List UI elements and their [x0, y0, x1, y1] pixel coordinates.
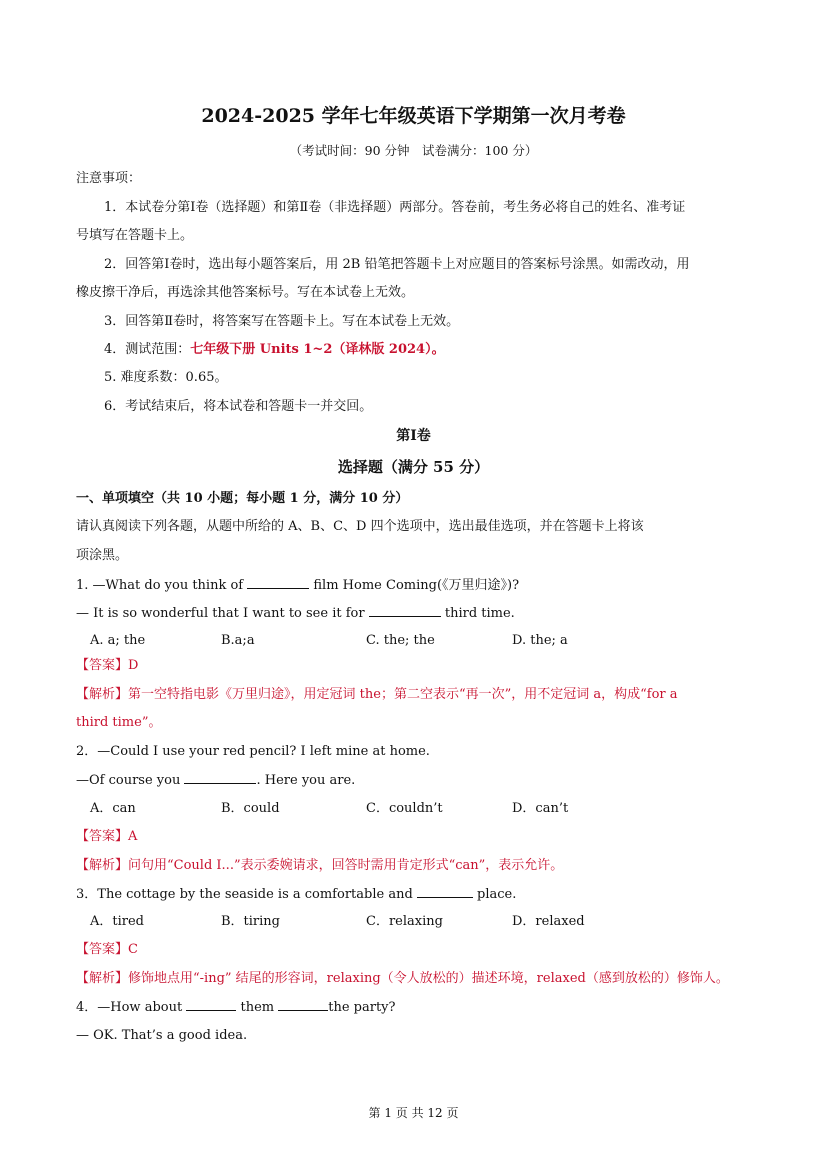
q1-answer-value: D — [128, 658, 139, 673]
q4-blank-2 — [278, 998, 328, 1011]
notice-item-4 — [104, 341, 445, 359]
q2-option-c: C．couldn’t — [366, 801, 443, 816]
section-heading: 选择题（满分 55 分） — [337, 458, 490, 476]
q1-text-b: film Home Coming(《万里归途》)? — [313, 578, 520, 593]
q1-text-d: third time. — [444, 606, 515, 621]
part1-heading: 一、单项填空（共 10 小题；每小题 1 分，满分 10 分） — [76, 491, 409, 506]
page-footer: 第 1 页 共 12 页 — [368, 1106, 459, 1120]
part1-instructions-cont: 项涂黑。 — [76, 548, 129, 563]
q2-analysis — [76, 857, 563, 875]
q4-text-b: them — [240, 1000, 275, 1015]
volume-heading: 第Ⅰ卷 — [396, 428, 431, 444]
q2-answer — [76, 828, 137, 846]
q1-text-c: — It is so wonderful that I want to see it for — [76, 606, 365, 621]
q1-analysis — [76, 686, 678, 704]
q3-text-a: 3．The cottage by the seaside is a comfortable and — [76, 887, 413, 902]
q4-text-a: 4．—How about — [76, 1000, 183, 1015]
answer-label: 【答案】 — [76, 658, 129, 673]
q2-analysis-text: 问句用“Could I...”表示委婉请求，回答时需用肯定形式“can”，表示允许。 — [128, 858, 564, 873]
q1-analysis-text: 第一空特指电影《万里归途》，用定冠词 the；第二空表示“再一次”，用不定冠词 a，构成“for a — [128, 687, 678, 702]
q1-option-b: B.a;a — [221, 633, 255, 648]
q4-text-c: the party? — [328, 1000, 396, 1015]
q2-option-a: A．can — [90, 801, 136, 816]
q1-line-2 — [76, 604, 515, 623]
q3-line-1 — [76, 885, 516, 904]
q3-option-d: D．relaxed — [512, 914, 585, 929]
q3-text-b: place. — [477, 887, 517, 902]
q2-text-a: —Of course you — [76, 773, 181, 788]
analysis-label: 【解析】 — [76, 858, 129, 873]
q2-option-d: D．can’t — [512, 801, 569, 816]
answer-label: 【答案】 — [76, 829, 129, 844]
q4-line-2: — OK. That’s a good idea. — [76, 1028, 248, 1043]
notice-item-4-label: 4．测试范围： — [104, 342, 191, 357]
notice-item-3: 3．回答第Ⅱ卷时，将答案写在答题卡上。写在本试卷上无效。 — [104, 314, 460, 329]
exam-info: （考试时间：90 分钟 试卷满分：100 分） — [289, 143, 538, 158]
analysis-label: 【解析】 — [76, 971, 129, 986]
q2-blank — [184, 771, 256, 784]
page-title: 2024-2025 学年七年级英语下学期第一次月考卷 — [201, 105, 626, 127]
q2-answer-value: A — [128, 829, 138, 844]
q3-option-c: C．relaxing — [366, 914, 443, 929]
q3-analysis-text: 修饰地点用“-ing” 结尾的形容词，relaxing（令人放松的）描述环境，relaxed（感到放松的）修饰人。 — [128, 971, 729, 986]
q1-option-d: D. the; a — [512, 633, 568, 648]
q2-text-b: . Here you are. — [256, 773, 356, 788]
q1-blank-1 — [247, 576, 309, 589]
q1-analysis-cont: third time”。 — [76, 715, 162, 730]
q3-option-a: A．tired — [90, 914, 144, 929]
analysis-label: 【解析】 — [76, 687, 129, 702]
notice-heading: 注意事项： — [76, 171, 142, 186]
notice-item-1: 1．本试卷分第Ⅰ卷（选择题）和第Ⅱ卷（非选择题）两部分。答卷前，考生务必将自己的姓名、准考证 — [104, 200, 686, 215]
q1-option-a: A. a; the — [90, 633, 146, 648]
q1-answer — [76, 657, 138, 675]
notice-item-1-cont: 号填写在答题卡上。 — [76, 228, 194, 243]
q4-blank-1 — [186, 998, 236, 1011]
q1-option-c: C. the; the — [366, 633, 435, 648]
q1-text-a: 1. —What do you think of — [76, 578, 244, 593]
notice-item-5: 5. 难度系数：0.65。 — [104, 370, 228, 385]
q3-option-b: B．tiring — [221, 914, 281, 929]
part1-instructions: 请认真阅读下列各题，从题中所给的 A、B、C、D 四个选项中，选出最佳选项，并在答题卡上将该 — [76, 519, 644, 534]
notice-item-6: 6．考试结束后，将本试卷和答题卡一并交回。 — [104, 399, 373, 414]
test-range: 七年级下册 Units 1~2（译林版 2024）。 — [190, 342, 445, 357]
notice-item-2-cont: 橡皮擦干净后，再选涂其他答案标号。写在本试卷上无效。 — [76, 285, 415, 300]
q1-blank-2 — [369, 604, 441, 617]
q4-line-1 — [76, 998, 396, 1017]
notice-item-2: 2．回答第Ⅰ卷时，选出每小题答案后，用 2B 铅笔把答题卡上对应题目的答案标号涂黑。如需改动，用 — [104, 257, 690, 272]
q1-line-1 — [76, 576, 519, 595]
answer-label: 【答案】 — [76, 942, 129, 957]
q2-option-b: B．could — [221, 801, 280, 816]
q3-answer-value: C — [128, 942, 138, 957]
q3-answer — [76, 941, 138, 959]
q3-analysis — [76, 970, 729, 988]
q3-blank — [417, 885, 473, 898]
q2-line-1: 2．—Could I use your red pencil? I left mine at home. — [76, 744, 430, 759]
q2-line-2 — [76, 771, 355, 790]
